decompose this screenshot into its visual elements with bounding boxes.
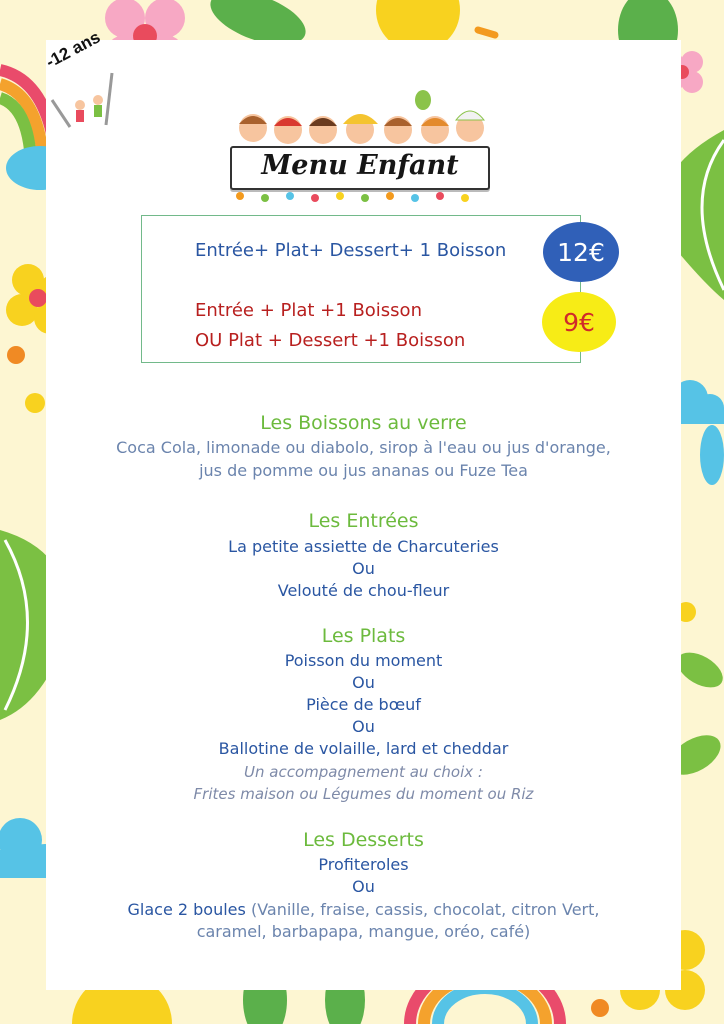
dot-icon (7, 346, 25, 364)
entrees-item: Ou (352, 559, 375, 578)
section-title-boissons: Les Boissons au verre (260, 412, 467, 434)
desserts-item: Ou (352, 877, 375, 896)
desserts-glace-line (46, 900, 681, 919)
section-title-desserts: Les Desserts (303, 829, 424, 851)
plats-item: Ou (352, 673, 375, 692)
price-badge-12: 12€ (543, 222, 619, 282)
dot-icon (591, 999, 609, 1017)
section-title-entrees: Les Entrées (308, 510, 419, 532)
section-title-plats: Les Plats (321, 625, 406, 647)
formula-2-line-1: Entrée + Plat +1 Boisson (195, 300, 422, 321)
plats-item: Ballotine de volaille, lard et cheddar (218, 739, 509, 758)
entrees-item: Velouté de chou-fleur (277, 581, 450, 600)
plats-note: Frites maison ou Légumes du moment ou Riz (193, 785, 534, 803)
plats-item: Pièce de bœuf (306, 695, 421, 714)
age-label: -12 ans (42, 27, 104, 72)
page-title: Menu Enfant (261, 150, 459, 181)
plats-note: Un accompagnement au choix : (244, 763, 483, 781)
desserts-item: Profiteroles (318, 855, 409, 874)
desserts-glace-line-2: caramel, barbapapa, mangue, oréo, café) (196, 922, 531, 941)
formula-2-line-2: OU Plat + Dessert +1 Boisson (195, 330, 466, 351)
boissons-line: jus de pomme ou jus ananas ou Fuze Tea (199, 461, 528, 480)
price-badge-9: 9€ (542, 292, 616, 352)
leaf-icon (700, 425, 724, 485)
plats-item: Poisson du moment (284, 651, 443, 670)
glace-label: Glace 2 boules (127, 900, 246, 919)
formula-1-line: Entrée+ Plat+ Dessert+ 1 Boisson (195, 240, 507, 261)
dot-icon (25, 393, 45, 413)
entrees-item: La petite assiette de Charcuteries (228, 537, 499, 556)
boissons-line: Coca Cola, limonade ou diabolo, sirop à l'eau ou jus d'orange, (116, 438, 611, 457)
glace-detail: (Vanille, fraise, cassis, chocolat, citron Vert, (245, 900, 600, 919)
plats-item: Ou (352, 717, 375, 736)
